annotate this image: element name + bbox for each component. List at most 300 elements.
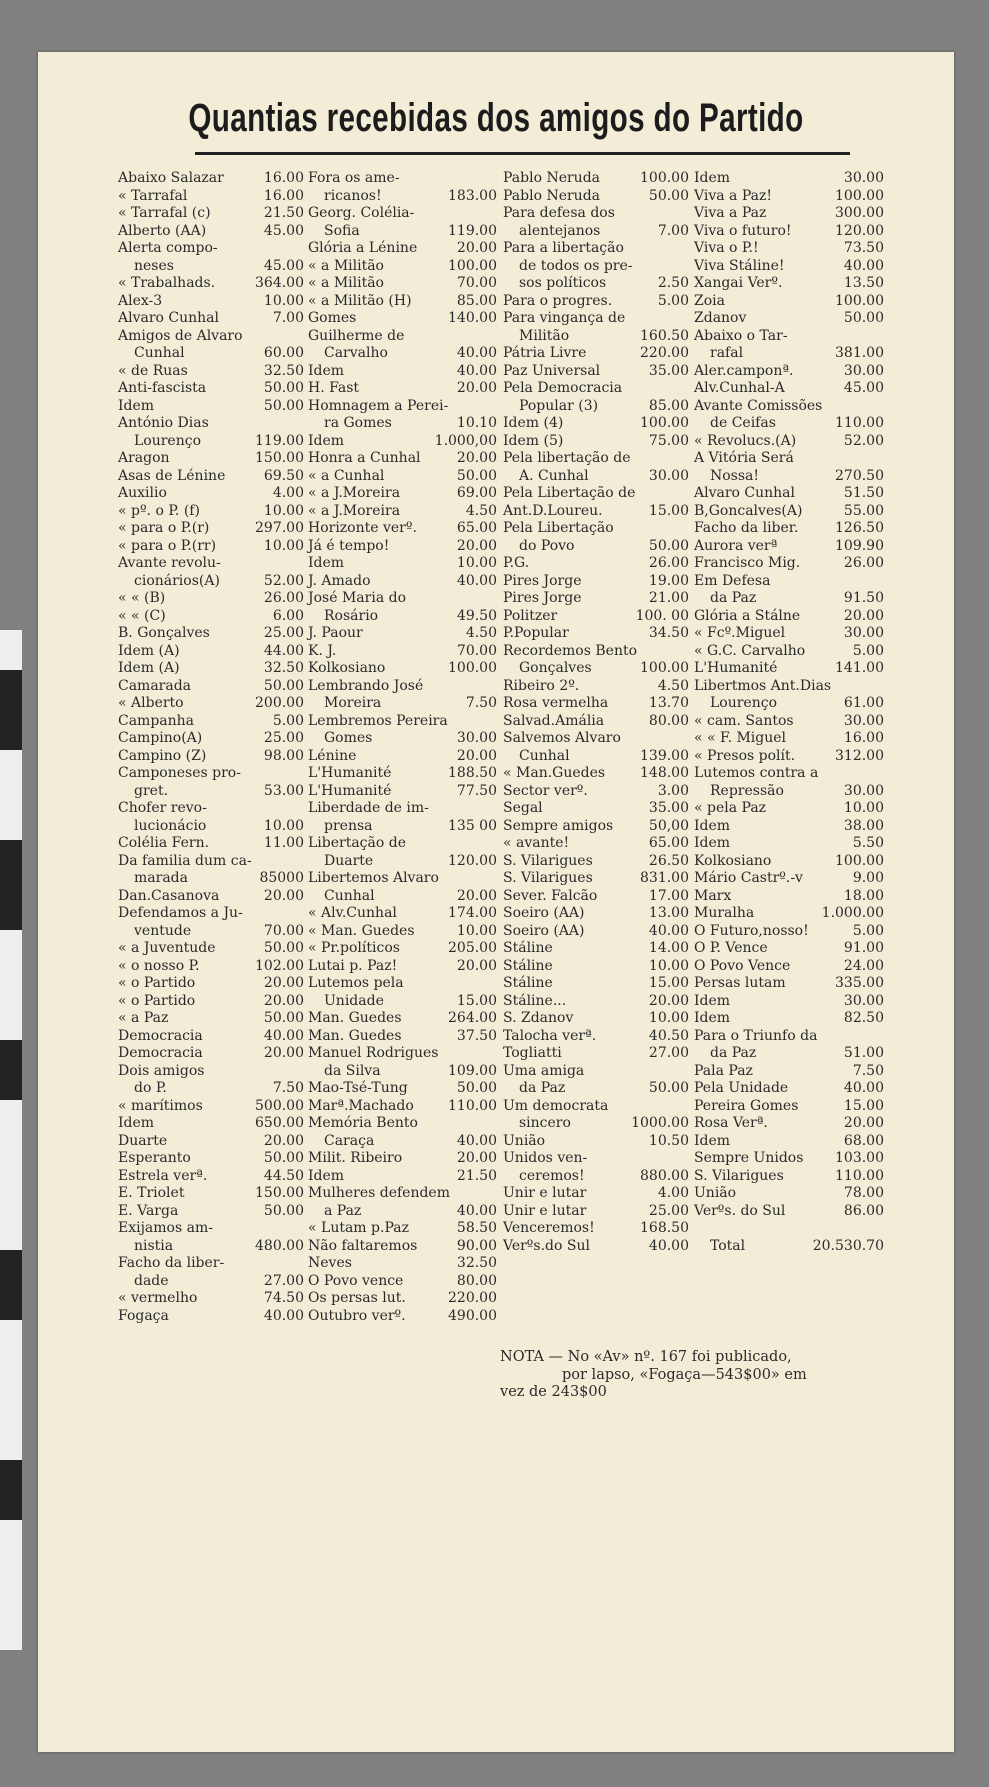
entry-amount: 160.50 (640, 327, 689, 344)
list-item (308, 993, 501, 1011)
list-item (503, 573, 693, 591)
list-item (118, 765, 308, 783)
entry-amount: 7.50 (465, 695, 497, 711)
list-item (308, 1203, 501, 1221)
entry-amount: 20.00 (456, 380, 497, 396)
list-item (118, 258, 308, 276)
entry-amount: 40.00 (648, 922, 689, 939)
entry-label: da Paz (710, 1045, 757, 1061)
list-item (118, 485, 308, 503)
entry-label: ra Gomes (324, 415, 392, 431)
list-item (694, 1098, 888, 1116)
entry-amount: 15.00 (648, 502, 689, 519)
list-item (118, 205, 308, 223)
entry-label: Popular (3) (519, 397, 599, 414)
entry-amount: 40.00 (456, 1202, 497, 1219)
entry-label: Man. Guedes (308, 1027, 402, 1044)
entry-amount: 52.00 (263, 572, 304, 589)
entry-amount: 50.00 (843, 310, 884, 326)
entry-label: Gonçalves (519, 660, 592, 676)
list-item (308, 433, 501, 451)
entry-label: L'Humanité (308, 782, 392, 799)
list-item (503, 1150, 693, 1168)
entry-label: Venceremos! (503, 1220, 595, 1236)
entry-label: « a J.Moreira (308, 502, 401, 519)
entry-amount: 37.50 (456, 1027, 497, 1044)
entry-label: Viva a Paz! (694, 187, 772, 204)
entry-label: « Man.Guedes (503, 765, 606, 781)
entry-amount: 50.00 (263, 1150, 304, 1166)
entry-label: do Povo (519, 537, 575, 554)
entry-label: « cam. Santos (694, 712, 794, 729)
entry-amount: 30.00 (843, 625, 884, 641)
list-item (118, 1203, 308, 1221)
entry-amount: 40.00 (456, 1132, 497, 1149)
list-item (308, 695, 501, 713)
entry-label: « marítimos (118, 1097, 203, 1114)
entry-amount: 880.00 (640, 1167, 689, 1184)
list-item (308, 258, 501, 276)
entry-label: « Alberto (118, 695, 184, 711)
entry-amount: 40.00 (648, 1237, 689, 1254)
entry-label: Chofer revo- (118, 800, 207, 816)
entry-label: da Paz (519, 1080, 566, 1096)
list-item (308, 450, 501, 468)
entry-label: « Presos polít. (694, 747, 796, 764)
entry-amount: 7.00 (272, 310, 304, 326)
list-item (694, 258, 888, 276)
entry-label: « G.C. Carvalho (694, 642, 806, 659)
entry-label: P.G. (503, 555, 530, 571)
entry-label: Idem (308, 555, 345, 571)
entry-label: Fora os ame- (308, 170, 400, 186)
list-item (118, 835, 308, 853)
list-item (118, 923, 308, 941)
entry-label: Neves (308, 1255, 352, 1271)
title-underline (195, 152, 850, 155)
list-item (694, 520, 888, 538)
list-item (308, 818, 501, 836)
entry-amount: 14.00 (648, 940, 689, 956)
entry-label: « Trabalhads. (118, 275, 216, 291)
list-item (308, 1290, 501, 1308)
list-item (118, 433, 308, 451)
entry-label: J. Amado (308, 572, 371, 589)
entry-label: L'Humanité (308, 765, 392, 781)
list-item (694, 555, 888, 573)
entry-label: Alv.Cunhal-A (694, 380, 785, 396)
list-item (503, 398, 693, 416)
list-item (118, 240, 308, 258)
entry-label: Outubro verº. (308, 1307, 406, 1324)
entry-amount: 50.00 (648, 537, 689, 554)
list-item (308, 590, 501, 608)
list-item (503, 258, 693, 276)
list-item (503, 293, 693, 311)
entry-label: « Man. Guedes (308, 922, 415, 939)
entry-label: Pires Jorge (503, 590, 582, 606)
entry-amount: 24.00 (843, 957, 884, 974)
entry-amount: 297.00 (255, 520, 304, 536)
entry-label: Sofia (324, 222, 360, 239)
entry-amount: 20.00 (456, 450, 497, 466)
entry-amount: 30.00 (843, 782, 884, 799)
entry-label: « « F. Miguel (694, 730, 787, 746)
list-item (308, 765, 501, 783)
entry-label: Não faltaremos (308, 1237, 418, 1254)
entry-amount: 20.00 (263, 1132, 304, 1149)
entry-label: sos políticos (519, 275, 607, 291)
entry-label: Democracia (118, 1045, 203, 1061)
entry-label: Stáline (503, 940, 553, 956)
entry-label: Já é tempo! (308, 537, 390, 554)
entry-label: Recordemos Bento (503, 642, 638, 659)
entry-label: « a Juventude (118, 940, 216, 956)
entry-label: Idem (118, 1115, 155, 1131)
list-item (503, 450, 693, 468)
entry-label: Honra a Cunhal (308, 450, 421, 466)
entry-amount: 119.00 (255, 432, 304, 449)
entry-label: Muralha (694, 905, 755, 921)
list-item (694, 940, 888, 958)
entry-label: Viva o P.! (694, 240, 759, 256)
entry-amount: 40.00 (843, 257, 884, 274)
list-item (694, 1203, 888, 1221)
entry-amount: 110.00 (448, 1097, 497, 1114)
entry-label: Idem (308, 362, 345, 379)
entry-label: « vermelho (118, 1290, 198, 1306)
entry-label: S. Vilarigues (503, 870, 593, 886)
entry-amount: 103.00 (835, 1150, 884, 1166)
list-item (503, 678, 693, 696)
entry-label: Pablo Neruda (503, 187, 601, 204)
entry-label: Lembremos Pereira (308, 712, 448, 729)
list-item (308, 310, 501, 328)
entry-amount: 100.00 (835, 187, 884, 204)
entry-amount: 91.00 (843, 940, 884, 956)
list-item (503, 363, 693, 381)
entry-amount: 10.00 (648, 1010, 689, 1026)
list-item (308, 608, 501, 626)
entry-label: « a Militão (H) (308, 292, 412, 309)
list-item (118, 1098, 308, 1116)
entry-label: Sector verº. (503, 782, 588, 799)
entry-amount: 270.50 (835, 467, 884, 484)
entry-label: Pala Paz (694, 1062, 753, 1079)
list-item (503, 993, 693, 1011)
entry-label: Idem (694, 817, 731, 834)
entry-label: Idem (694, 170, 731, 186)
list-item (118, 783, 308, 801)
entry-label: sincero (519, 1115, 571, 1131)
entry-label: Nossa! (710, 467, 760, 484)
entry-label: « a Militão (308, 257, 384, 274)
list-item (308, 1045, 501, 1063)
list-item (308, 888, 501, 906)
entry-label: Uma amiga (503, 1062, 585, 1079)
entry-amount: 65.00 (456, 520, 497, 536)
entry-label: Pereira Gomes (694, 1097, 799, 1114)
entry-label: « Pr.políticos (308, 940, 400, 956)
list-item (503, 310, 693, 328)
entry-amount: 35.00 (648, 362, 689, 379)
list-item (694, 398, 888, 416)
entry-label: Para vingança de (503, 310, 626, 326)
entry-label: Gomes (324, 730, 373, 746)
entry-amount: 20.00 (263, 975, 304, 991)
list-item (503, 485, 693, 503)
entry-amount: 45.00 (263, 257, 304, 274)
entry-label: Um democrata (503, 1097, 609, 1114)
list-item (118, 1238, 308, 1256)
entry-label: Duarte (118, 1132, 168, 1149)
entry-label: Facho da liber. (694, 520, 799, 536)
list-item (308, 1028, 501, 1046)
list-item (308, 188, 501, 206)
entry-label: Aurora verª (694, 537, 778, 554)
list-item (308, 1080, 501, 1098)
list-item (118, 730, 308, 748)
entry-amount: 6.00 (272, 607, 304, 624)
list-item (503, 870, 693, 888)
list-item (118, 1045, 308, 1063)
footnote (500, 1349, 970, 1402)
entry-label: O Futuro,nosso! (694, 922, 809, 939)
entry-label: Militão (519, 327, 570, 344)
entry-amount: 20.00 (263, 992, 304, 1009)
list-item (694, 1080, 888, 1098)
entry-label: « Tarrafal (c) (118, 205, 211, 221)
list-item (118, 818, 308, 836)
entry-amount: 20.00 (456, 887, 497, 904)
entry-amount: 40.00 (263, 1027, 304, 1044)
entry-amount: 20.00 (648, 992, 689, 1009)
list-item (118, 450, 308, 468)
list-item (503, 538, 693, 556)
entry-label: Idem (118, 397, 155, 414)
entry-amount: 7.00 (657, 222, 689, 239)
entry-amount: 20.00 (263, 1045, 304, 1061)
entry-amount: 21.00 (648, 590, 689, 606)
entry-label: Idem (694, 992, 731, 1009)
entry-label: « a Cunhal (308, 467, 385, 484)
list-item (118, 888, 308, 906)
entry-amount: 300.00 (835, 205, 884, 221)
entry-amount: 19.00 (648, 572, 689, 589)
list-item (503, 905, 693, 923)
list-item (118, 188, 308, 206)
entry-label: Facho da liber- (118, 1255, 225, 1271)
list-item (694, 853, 888, 871)
entry-label: Manuel Rodrigues (308, 1045, 439, 1061)
entry-label: Stáline... (503, 992, 567, 1009)
list-item (308, 240, 501, 258)
list-item (118, 1150, 308, 1168)
entry-label: Francisco Mig. (694, 555, 801, 571)
entry-amount: 200.00 (255, 695, 304, 711)
list-item (503, 940, 693, 958)
list-item (118, 538, 308, 556)
entry-label: S. Vilarigues (694, 1167, 784, 1184)
entry-amount: 26.00 (648, 555, 689, 571)
list-item (503, 415, 693, 433)
list-item (118, 293, 308, 311)
entry-label: Alvaro Cunhal (694, 485, 796, 501)
entry-amount: 490.00 (448, 1307, 497, 1324)
list-item (308, 345, 501, 363)
entry-amount: 74.50 (263, 1290, 304, 1306)
entry-label: Camarada (118, 677, 192, 694)
entry-label: Lourenço (134, 432, 202, 449)
entry-label: « pela Paz (694, 800, 767, 816)
list-item (308, 643, 501, 661)
entry-amount: 77.50 (456, 782, 497, 799)
entry-amount: 100.00 (835, 292, 884, 309)
entry-amount: 11.00 (263, 835, 304, 851)
entry-amount: 1.000,00 (434, 432, 497, 449)
list-item (308, 905, 501, 923)
entry-label: Idem (694, 1010, 731, 1026)
entry-label: Homnagem a Perei- (308, 397, 449, 414)
entry-amount: 16.00 (843, 730, 884, 746)
list-item (118, 940, 308, 958)
entry-label: Alerta compo- (118, 240, 218, 256)
list-item (118, 520, 308, 538)
entry-label: « o Partido (118, 992, 196, 1009)
entry-label: H. Fast (308, 380, 360, 396)
entry-label: Para o Triunfo da (694, 1027, 818, 1044)
list-item (694, 713, 888, 731)
list-item (118, 363, 308, 381)
entry-label: alentejanos (519, 222, 601, 239)
entry-amount: 480.00 (255, 1237, 304, 1254)
entry-label: S. Vilarigues (503, 852, 593, 869)
entry-amount: 30.00 (456, 730, 497, 746)
entry-label: A. Cunhal (519, 467, 589, 484)
list-item (118, 310, 308, 328)
entry-amount: 15.00 (456, 992, 497, 1009)
entry-label: « para o P.(rr) (118, 537, 217, 554)
list-item (118, 1063, 308, 1081)
list-item (694, 485, 888, 503)
entry-amount: 312.00 (835, 747, 884, 764)
entry-label: Marª.Machado (308, 1097, 414, 1114)
entry-amount: 50.00 (263, 677, 304, 694)
list-item (694, 1168, 888, 1186)
list-item (694, 293, 888, 311)
list-item (694, 328, 888, 346)
entry-label: O P. Vence (694, 940, 768, 956)
entry-label: Unir e lutar (503, 1185, 587, 1201)
entry-label: « a Militão (308, 275, 384, 291)
list-item (118, 1290, 308, 1308)
entry-label: Defendamos a Ju- (118, 905, 243, 921)
entry-amount: 13.50 (843, 275, 884, 291)
entry-amount: 100.00 (640, 170, 689, 186)
entry-label: Avante Comissões (694, 397, 823, 414)
entry-label: Para o progres. (503, 292, 613, 309)
list-item (308, 1133, 501, 1151)
entry-label: marada (134, 870, 188, 886)
entry-label: Aragon (118, 450, 170, 466)
entry-label: « « (B) (118, 590, 166, 606)
list-item (308, 1308, 501, 1326)
footnote-line: NOTA — No «Av» nº. 167 foi publicado, (500, 1349, 792, 1365)
list-item (503, 590, 693, 608)
entry-label: Idem (694, 835, 731, 851)
list-item (118, 380, 308, 398)
list-item (118, 870, 308, 888)
entry-label: Salvemos Alvaro (503, 730, 621, 746)
list-item (503, 1028, 693, 1046)
list-item (118, 608, 308, 626)
list-item (308, 625, 501, 643)
entry-amount: 7.50 (272, 1080, 304, 1096)
entry-amount: 30.00 (843, 992, 884, 1009)
entry-amount: 18.00 (843, 887, 884, 904)
entry-amount: 4.00 (272, 485, 304, 501)
list-item (308, 293, 501, 311)
list-item (694, 345, 888, 363)
list-item (308, 170, 501, 188)
list-item (308, 1150, 501, 1168)
list-item (503, 730, 693, 748)
list-item (503, 503, 693, 521)
entry-label: Moreira (324, 695, 382, 711)
entry-label: Verºs.do Sul (503, 1237, 590, 1254)
entry-label: Sempre Unidos (694, 1150, 804, 1166)
list-item (694, 590, 888, 608)
list-item (118, 503, 308, 521)
entry-amount: 183.00 (448, 187, 497, 204)
entry-label: Soeiro (AA) (503, 922, 585, 939)
entry-label: Carvalho (324, 345, 388, 361)
list-item (118, 1273, 308, 1291)
entry-amount: 25.00 (263, 625, 304, 641)
list-item (694, 678, 888, 696)
entry-label: Gomes (308, 310, 357, 326)
entry-label: Lutai p. Paz! (308, 957, 398, 974)
entry-amount: 5.00 (657, 292, 689, 309)
list-item (503, 240, 693, 258)
entry-label: Horizonte verº. (308, 520, 417, 536)
entry-amount: 15.00 (843, 1097, 884, 1114)
entry-label: E. Varga (118, 1202, 179, 1219)
entry-label: Democracia (118, 1027, 203, 1044)
entry-label: Lutemos contra a (694, 765, 819, 781)
entry-amount: 40.00 (456, 362, 497, 379)
entry-amount: 50.00 (263, 380, 304, 396)
list-item (694, 1150, 888, 1168)
entry-label: Mao-Tsé-Tung (308, 1080, 408, 1096)
entry-label: neses (134, 257, 174, 274)
list-item (694, 275, 888, 293)
scale-ruler (0, 630, 22, 1650)
list-item (118, 468, 308, 486)
column-3 (503, 170, 693, 1255)
entry-label: A Vitória Será (694, 450, 794, 466)
entry-amount: 100.00 (640, 415, 689, 431)
list-item (694, 625, 888, 643)
entry-label: Glória a Stálne (694, 607, 801, 624)
entry-label: de todos os pre- (519, 257, 633, 274)
entry-label: Pires Jorge (503, 572, 582, 589)
list-item (118, 555, 308, 573)
entry-amount: 20.00 (456, 537, 497, 554)
list-item (694, 538, 888, 556)
entry-label: Libertação de (308, 835, 406, 851)
list-item (308, 363, 501, 381)
